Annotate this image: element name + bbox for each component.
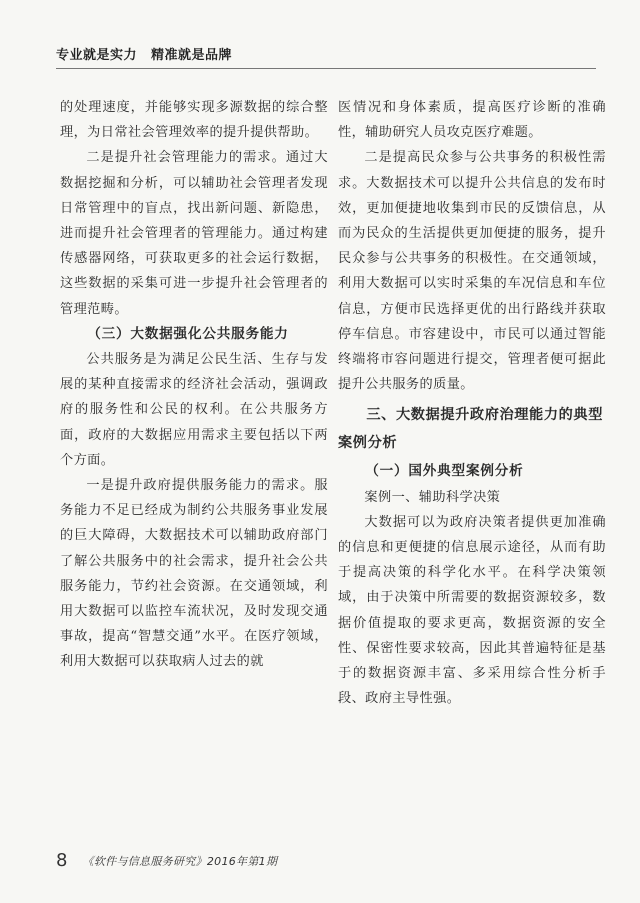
left-paragraph-2: 二是提升社会管理能力的需求。通过大数据挖掘和分析，可以辅助社会管理者发现日常管理中的盲点，找出新问题、新隐患，进而提升社会管理者的管理能力。通过构建传感器网络，可获取更多的社会运行数据，这些数据的采集可进一步提升社会管理者的管理范畴。 xyxy=(60,150,328,317)
right-paragraph-3: 大数据可以为政府决策者提供更加准确的信息和更便捷的信息展示途径，从而有助于提高决策的科学化水平。在科学决策领域，由于决策中所需要的数据资源较多，数据价值提取的要求更高，数据资源的安全性、保密性要求较高，因此其普遍特征是基于的数据资源丰富、多采用综合性分析手段、政府主导性强。 xyxy=(338,514,606,707)
section-heading-case-analysis: 三、大数据提升政府治理能力的典型案例分析 xyxy=(338,407,603,452)
left-paragraph-4: 一是提升政府提供服务能力的需求。服务能力不足已经成为制约公共服务事业发展的巨大障碍，大数据技术可以辅助政府部门了解公共服务中的社会需求，提升社会公共服务能力，节约社会资源。在交通领域，利用大数据可以监控车流状况，及时发现交通事故，提高“智慧交通”水平。在医疗领域，利用大数据可以获取病人过去的就 xyxy=(60,478,328,670)
section-heading-public-service: （三）大数据强化公共服务能力 xyxy=(87,325,289,342)
journal-citation: 《软件与信息服务研究》2016年第1期 xyxy=(82,854,278,868)
header-divider xyxy=(56,68,596,69)
left-paragraph-1: 的处理速度，并能够实现多源数据的综合整理，为日常社会管理效率的提升提供帮助。 xyxy=(60,100,328,141)
right-paragraph-1: 医情况和身体素质，提高医疗诊断的准确性，辅助研究人员攻克医疗难题。 xyxy=(338,100,606,141)
left-paragraph-3: 公共服务是为满足公民生活、生存与发展的某种直接需求的经济社会活动，强调政府的服务性和公民的权利。在公共服务方面，政府的大数据应用需求主要包括以下两个方面。 xyxy=(60,352,328,468)
left-column xyxy=(60,95,328,675)
page-number: 8 xyxy=(56,850,68,871)
right-paragraph-2: 二是提高民众参与公共事务的积极性需求。大数据技术可以提升公共信息的发布时效，更加便捷地收集到市民的反馈信息，从而为民众的生活提供更加便捷的服务，提升民众参与公共事务的积极性。在交通领域，利用大数据可以实时采集的车况信息和车位信息，方便市民选择更优的出行路线并获取停车信息。市容建设中，市民可以通过智能终端将市容问题进行提交，管理者便可据此提升公共服务的质量。 xyxy=(338,150,606,393)
case-title: 案例一、辅助科学决策 xyxy=(364,489,501,505)
header-slogan-2: 精准就是品牌 xyxy=(151,48,233,63)
running-header xyxy=(56,44,232,63)
page-footer xyxy=(56,850,277,871)
subsection-heading-foreign-cases: （一）国外典型案例分析 xyxy=(365,463,524,480)
header-slogan-1: 专业就是实力 xyxy=(56,48,138,63)
right-column xyxy=(338,95,606,711)
